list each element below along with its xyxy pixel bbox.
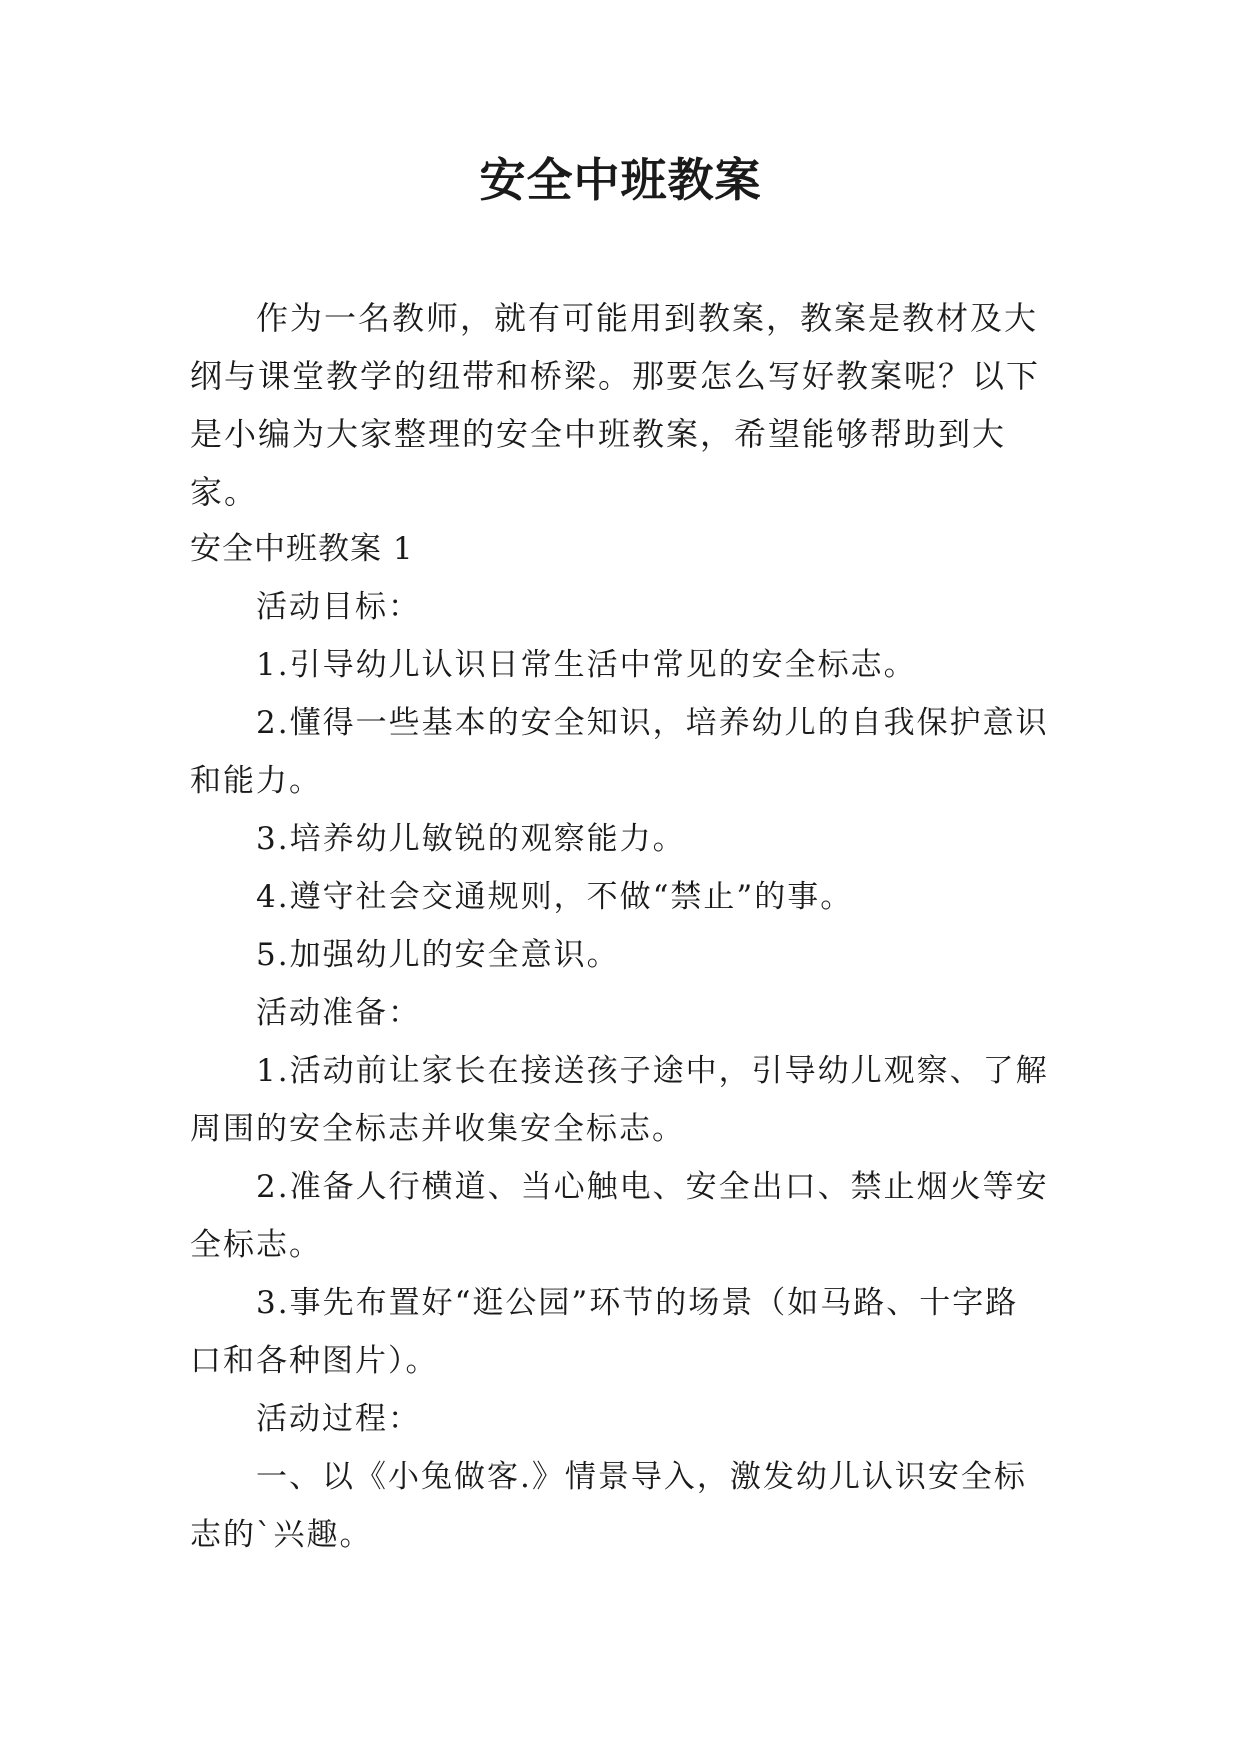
goal-item-5: 5.加强幼儿的安全意识。 xyxy=(256,937,620,973)
preparation-item-1: 1.活动前让家长在接送孩子途中，引导幼儿观察、了解周围的安全标志并收集安全标志。 xyxy=(190,1053,1049,1147)
lesson-plan-section xyxy=(190,520,1050,1564)
goal-item-3: 3.培养幼儿敏锐的观察能力。 xyxy=(256,821,686,857)
preparation-item-2: 2.准备人行横道、当心触电、安全出口、禁止烟火等安全标志。 xyxy=(190,1169,1049,1263)
document-title: 安全中班教案 xyxy=(479,153,762,207)
goal-item-2: 2.懂得一些基本的安全知识，培养幼儿的自我保护意识和能力。 xyxy=(190,705,1049,799)
section-heading: 安全中班教案 1 xyxy=(190,531,414,567)
goal-item-4: 4.遵守社会交通规则，不做“禁止”的事。 xyxy=(256,879,854,915)
subheading-activity-process: 活动过程： xyxy=(256,1401,421,1437)
goal-item-1: 1.引导幼儿认识日常生活中常见的安全标志。 xyxy=(256,647,917,683)
intro-paragraph: 作为一名教师，就有可能用到教案，教案是教材及大纲与课堂教学的纽带和桥梁。那要怎么写好教案呢？以下是小编为大家整理的安全中班教案，希望能够帮助到大家。 xyxy=(190,299,1041,511)
preparation-item-3: 3.事先布置好“逛公园”环节的场景（如马路、十字路口和各种图片）。 xyxy=(190,1285,1019,1379)
process-step-1: 一、以《小兔做客.》情景导入，激发幼儿认识安全标志的`兴趣。 xyxy=(190,1459,1027,1553)
subheading-activity-preparation: 活动准备： xyxy=(256,995,421,1031)
subheading-activity-goals: 活动目标： xyxy=(256,589,421,625)
